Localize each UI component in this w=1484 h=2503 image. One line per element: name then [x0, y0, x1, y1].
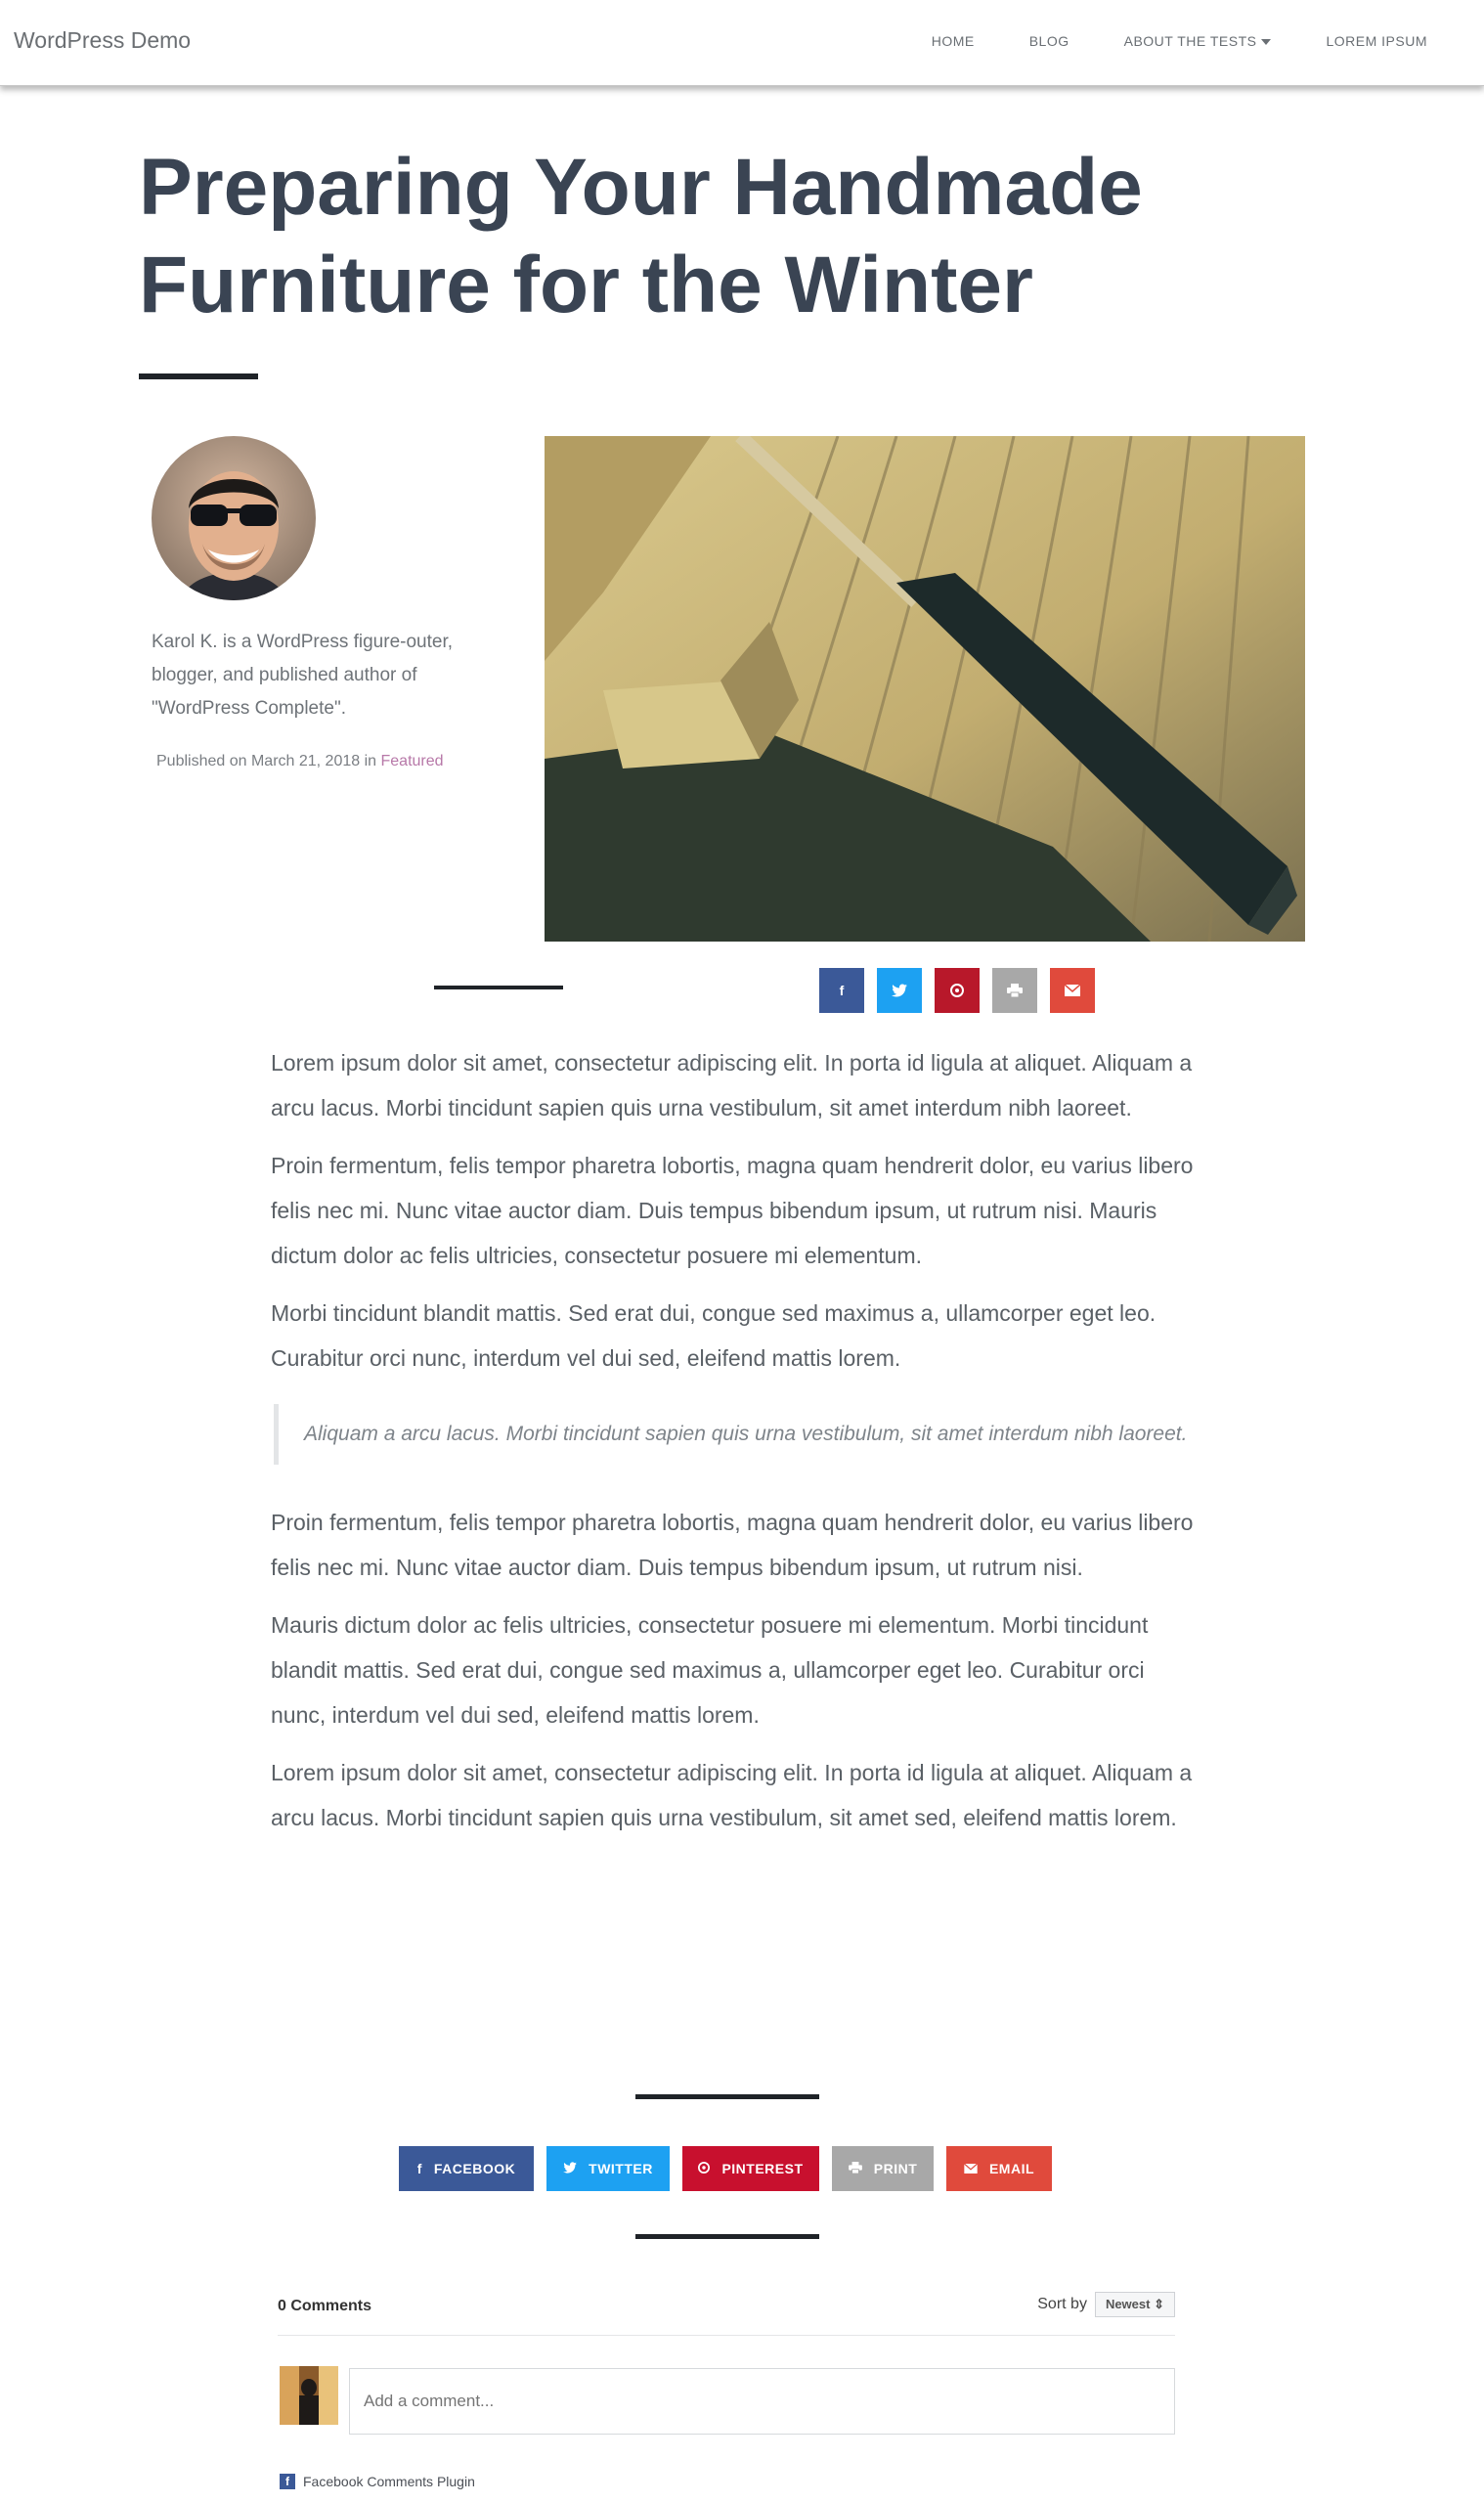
top-navbar — [0, 0, 1484, 86]
published-meta — [156, 753, 444, 770]
featured-image — [545, 436, 1305, 942]
paragraph: Morbi tincidunt blandit mattis. Sed erat dui, congue sed maximus a, ullamcorper eget leo. Curabitur orci nunc, interdum vel dui sed, eleifend mattis lorem. — [271, 1300, 1157, 1371]
print-share-icon[interactable] — [992, 968, 1037, 1013]
share-button-label: FACEBOOK — [433, 2161, 516, 2176]
nav-item-home[interactable]: HOME — [931, 33, 975, 49]
article-body — [271, 1040, 1195, 1853]
blockquote: Aliquam a arcu lacus. Morbi tincidunt sapien quis urna vestibulum, sit amet interdum nibh laoreet. — [274, 1404, 1195, 1465]
share-button-label: PRINT — [873, 2161, 918, 2176]
site-brand[interactable]: WordPress Demo — [14, 27, 192, 53]
twitter-share-icon[interactable] — [877, 968, 922, 1013]
facebook-share-button[interactable] — [399, 2146, 534, 2191]
facebook-icon: f — [280, 2474, 295, 2489]
facebook-share-icon[interactable]: f — [819, 968, 864, 1013]
share-icons-row — [819, 968, 1095, 1013]
sort-select[interactable] — [1095, 2292, 1175, 2317]
sort-label: Sort by — [1037, 2296, 1087, 2312]
nav-item-blog[interactable]: BLOG — [1028, 33, 1069, 49]
sort-arrows-icon: ⇕ — [1154, 2297, 1164, 2311]
commenter-avatar — [280, 2366, 338, 2425]
nav-item-lorem-ipsum[interactable]: LOREM IPSUM — [1326, 33, 1427, 49]
share-buttons-row — [399, 2146, 1052, 2191]
published-date: Published on March 21, 2018 in — [156, 753, 377, 769]
sort-control — [1037, 2292, 1175, 2317]
share-button-label: TWITTER — [589, 2161, 653, 2176]
author-avatar — [152, 436, 316, 600]
pinterest-share-button[interactable] — [682, 2146, 819, 2191]
share-divider-top — [635, 2094, 819, 2099]
share-button-label: PINTEREST — [721, 2161, 804, 2176]
twitter-icon — [563, 2161, 577, 2176]
author-bio: Karol K. is a WordPress figure-outer, blogger, and published author of "WordPress Complete". — [152, 632, 453, 719]
paragraph: Proin fermentum, felis tempor pharetra lobortis, magna quam hendrerit dolor, eu varius libero felis nec mi. Nunc vitae auctor diam. Duis tempus bibendum ipsum, ut rutrum nisi. Mauris dictum dolor ac felis ultricies, consectetur posuere mi elementum. — [271, 1153, 1194, 1268]
comments-divider — [278, 2335, 1175, 2336]
facebook-comments-plugin[interactable] — [280, 2474, 475, 2489]
category-link[interactable]: Featured — [380, 753, 444, 769]
twitter-share-button[interactable] — [546, 2146, 670, 2191]
email-share-button[interactable] — [946, 2146, 1052, 2191]
share-button-label: EMAIL — [988, 2161, 1035, 2176]
email-share-icon[interactable] — [1050, 968, 1095, 1013]
print-share-button[interactable] — [832, 2146, 934, 2191]
comment-input[interactable] — [349, 2368, 1175, 2435]
paragraph: Proin fermentum, felis tempor pharetra lobortis, magna quam hendrerit dolor, eu varius libero felis nec mi. Nunc vitae auctor diam. Duis tempus bibendum ipsum, ut rutrum nisi. — [271, 1510, 1194, 1580]
nav-item-about-the-tests[interactable] — [1124, 33, 1272, 49]
post-title: Preparing Your Handmade Furniture for the Winter — [139, 143, 1143, 329]
paragraph: Lorem ipsum dolor sit amet, consectetur adipiscing elit. In porta id ligula at aliquet. Aliquam a arcu lacus. Morbi tincidunt sapien quis urna vestibulum, sit amet interdum nibh laoreet. — [271, 1050, 1193, 1120]
caret-down-icon — [1261, 39, 1271, 45]
sort-value: Newest — [1105, 2297, 1151, 2311]
comments-count: 0 Comments — [278, 2298, 372, 2314]
pinterest-share-icon[interactable] — [935, 968, 980, 1013]
share-divider-left — [434, 986, 563, 989]
nav-item-label: ABOUT THE TESTS — [1123, 33, 1257, 49]
paragraph: Lorem ipsum dolor sit amet, consectetur adipiscing elit. In porta id ligula at aliquet. Aliquam a arcu lacus. Morbi tincidunt sapien quis urna vestibulum, sit amet sed, eleifend mattis lorem. — [271, 1760, 1193, 1830]
facebook-icon: f — [416, 2161, 422, 2176]
pinterest-icon — [698, 2161, 710, 2176]
nav-menu — [932, 33, 1427, 49]
share-divider-bottom — [635, 2234, 819, 2239]
paragraph: Mauris dictum dolor ac felis ultricies, consectetur posuere mi elementum. Morbi tincidunt blandit mattis. Sed erat dui, congue sed maximus a, ullamcorper eget leo. Curabitur orci nunc, interdum vel dui sed, eleifend mattis lorem. — [271, 1612, 1149, 1728]
print-icon — [849, 2161, 862, 2176]
email-icon — [964, 2161, 978, 2176]
plugin-label: Facebook Comments Plugin — [303, 2474, 475, 2489]
title-divider — [139, 373, 258, 379]
